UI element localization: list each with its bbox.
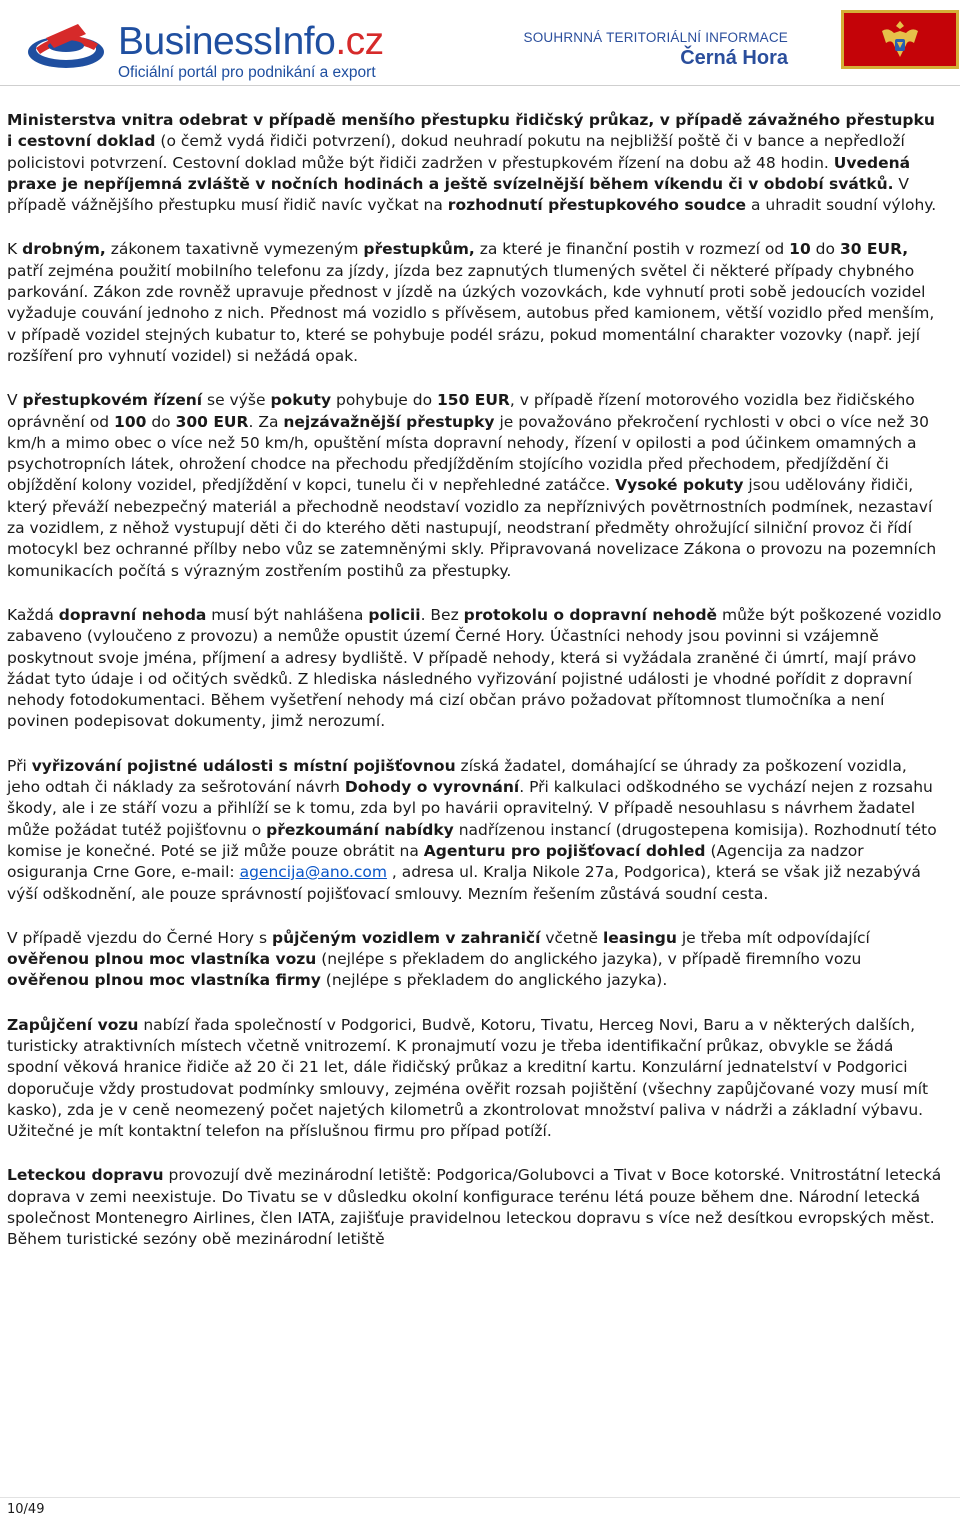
body-text: se výše (202, 391, 271, 410)
email-link[interactable]: agencija@ano.com (239, 863, 387, 882)
body-text: za které je finanční postih v rozmezí od (474, 240, 790, 259)
logo-subtitle: Oficiální portál pro podnikání a export (118, 64, 376, 81)
bold-text: 100 (114, 412, 147, 431)
page-header (0, 0, 960, 90)
bold-text: Dohody o vyrovnání (344, 778, 520, 797)
body-text: Při (7, 756, 32, 775)
body-text: (Agencija za nadzor osiguranja Crne Gore, e-mail: (7, 841, 864, 882)
paragraph-insurance-claims (7, 756, 942, 905)
body-text: může být poškozené vozidlo zabaveno (vyloučeno z provozu) a nemůže opustit území Černé Hory. Účastníci nehody jsou povinni si vzájemně poskytnout svoje jména, příjmení a adresy bydliště. V případě nehody, která si vyžádala zraněné či úmrtí, mají právo žádat tyto údaje i od očitých svědků. Z hlediska následného vyřizování pojistné události je vhodné pořídit z dopravní nehody fotodokumentaci. Během vyšetření nehody má cizí občan právo požadovat přítomnost tlumočníka a není povinen podepisovat dokumenty, jimž nerozumí. (7, 605, 942, 731)
bold-text: ověřenou plnou moc vlastníka vozu (7, 950, 317, 969)
body-text: (o čemž vydá řidiči potvrzení), dokud neuhradí pokutu na nejbližší poště či v bance a nepředloží policistovi potvrzení. Cestovní doklad může být řidiči zadržen v přestupkovém řízení na dobu až 48 hodin. (7, 132, 905, 172)
bold-text: rozhodnutí přestupkového soudce (447, 196, 747, 215)
bold-text: 300 EUR (175, 412, 249, 431)
body-text: . Za (248, 412, 284, 431)
header-title-block (524, 30, 788, 70)
body-text: . Bez (420, 605, 464, 624)
body-text: nadřízenou instancí (drugostepena komisija). Rozhodnutí této komise je konečné. Poté se již může pouze obrátit na (7, 820, 937, 860)
bold-text: policii (368, 605, 421, 624)
body-text: získá žadatel, domáhající se úhrady za poškození vozidla, jeho odtah či náklady za sešrotování návrh (7, 756, 907, 797)
body-text: patří zejména použití mobilního telefonu za jízdy, jízda bez zapnutých tlumených světel či některé případy chybného parkování. Zákon zde rovněž upravuje přednost v jízdě na úzkých vozovkách, kde vyhnutí proti sobě jedoucích vozidel vyžaduje couvání jednoho z nich. Přednost má vozidlo s přívěsem, autobus před kamionem, větší vozidlo před menším, v případě vozidel stejných kubatur to, které se pohybuje podél srázu, pokud momentální charakter vozovky (např. její rozšíření pro vyhnutí vozidel) si nežádá opak. (7, 261, 935, 365)
bold-text: leasingu (602, 928, 677, 947)
bold-text: drobným, (22, 240, 106, 259)
logo-mark-icon (26, 18, 114, 76)
bold-text: přezkoumání nabídky (266, 820, 454, 839)
body-text: V (7, 391, 23, 410)
body-text: , v případě řízení motorového vozidla bez řidičského oprávnění od (7, 391, 915, 431)
bold-text: Leteckou dopravu (7, 1166, 164, 1185)
bold-text: Uvedená praxe je nepříjemná zvláště v nočních hodinách a ještě svízelnější během víkendu či v období svátků. (7, 153, 911, 193)
bold-text: přestupkům, (363, 240, 475, 259)
body-text: do (810, 240, 840, 259)
bold-text: přestupkovém řízení (22, 391, 203, 410)
header-divider (0, 85, 960, 86)
bold-text: ověřenou plnou moc vlastníka firmy (7, 971, 321, 990)
logo-name-main: BusinessInfo (118, 20, 336, 63)
body-text: (nejlépe s překladem do anglického jazyka), v případě firemního vozu (316, 950, 862, 969)
bold-text: vyřizování pojistné události s místní pojišťovnou (31, 756, 456, 775)
body-text: musí být nahlášena (206, 605, 369, 624)
bold-text: pokuty (270, 391, 332, 410)
footer-divider (0, 1497, 960, 1498)
bold-text: nejzávažnější přestupky (283, 412, 495, 431)
bold-text: Zapůjčení vozu (7, 1015, 139, 1034)
body-text: Každá (7, 605, 59, 624)
body-text: zákonem taxativně vymezeným (105, 240, 364, 259)
bold-text: dopravní nehoda (58, 605, 207, 624)
body-text: je třeba mít odpovídající (676, 928, 870, 947)
body-text: nabízí řada společností v Podgorici, Budvě, Kotoru, Tivatu, Herceg Novi, Baru a v některých dalších, turisticky atraktivních místech včetně vnitrozemí. K pronajmutí vozu je třeba identifikační průkaz, obvykle se žádá spodní věková hranice řidiče až 20 či 21 let, dále řidičský průkaz a kreditní kartu. Konzulární jednatelství v Podgorici doporučuje vždy prostudovat podmínky smlouvy, zejména ověřit rozsah pojištění (všechny zapůjčované vozy musí mít kasko), zda je v ceně neomezený počet najetých kilometrů a zkontrolovat množství paliva v nádrži a základní výbavu. Užitečné je mít kontaktní telefon na příslušnou firmu pro případ potíží. (7, 1015, 929, 1141)
bold-text: protokolu o dopravní nehodě (463, 605, 718, 624)
body-text: pohybuje do (331, 391, 437, 410)
bold-text: Ministerstva vnitra odebrat v případě menšího přestupku řidičský průkaz, v případě závažného přestupku i cestovní doklad (7, 111, 935, 151)
body-text: do (146, 412, 176, 431)
body-text: . Při kalkulaci odškodného se vychází nejen z rozsahu škody, ale i ze stáří vozu a přihlíží se k tomu, zda byl po havárii opravitelný. V případě nesouhlasu s návrhem žadatel může požádat tutéž pojišťovnu o (7, 778, 933, 839)
body-text: V případě vjezdu do Černé Hory s (7, 928, 273, 947)
body-text: je považováno překročení rychlosti v obci o více než 30 km/h a mimo obec o více než 50 km/h, opuštění místa dopravní nehody, řízení v opilosti a pod účinkem omamných a psychotropních látek, ohrožení chodce na přechodu předjížděním stojícího vozidla před přechodem, předjíždění či objíždění kolony vozidel, předjíždění v kopci, tunelu či v nepřehledné zatáčce. (7, 412, 930, 495)
body-text: K (7, 240, 23, 259)
bold-text: půjčeným vozidlem v zahraničí (272, 928, 541, 947)
bold-text: Agenturu pro pojišťovací dohled (423, 841, 706, 860)
header-country-name: Černá Hora (680, 47, 788, 69)
bold-text: Vysoké pokuty (615, 476, 744, 495)
body-text: V případě vážnějšího přestupku musí řidič navíc vyčkat na (7, 174, 910, 215)
body-text: provozují dvě mezinárodní letiště: Podgorica/Golubovci a Tivat v Boce kotorské. Vnitrostátní letecká doprava v zemi neexistuje. Do Tivatu se v důsledku okolní konfigurace terénu létá pouze během dne. Národní letecká společnost Montenegro Airlines, člen IATA, zajišťuje pravidelnou leteckou dopravu s více než desítkou evropských měst. Během turistické sezóny obě mezinárodní letiště (7, 1166, 942, 1249)
bold-text: 150 EUR (437, 391, 510, 410)
businessinfo-logo[interactable] (26, 18, 386, 80)
paragraph-borrowed-vehicle (7, 928, 942, 992)
body-text: jsou udělovány řidiči, který převáží nebezpečný materiál a přechodně neodstaví vozidlo za nepříznivých povětrnostních podmínek, nezastaví za vozidlem, z něhož vystupují děti či do kterého děti nastupují, neodstraní předměty ohrožující silniční provoz či řídí motocykl bez ochranné přílby nebo vůz se zatemněnými skly. Připravovaná novelizace Zákona o provozu na pozemních komunikacích počítá s výrazným zostřením postihů za přestupky. (7, 476, 937, 580)
body-text: , adresa ul. Kralja Nikole 27a, Podgorica), která se však již nezabývá výší odškodnění, ale pouze správností pojišťovací smlouvy. Mezním řešením zůstává soudní cesta. (7, 863, 921, 903)
bold-text: 30 EUR, (839, 240, 909, 259)
body-text: (nejlépe s překladem do anglického jazyka). (320, 971, 668, 990)
paragraph-minor-offences (7, 239, 942, 367)
paragraph-accidents (7, 605, 942, 733)
body-text: a uhradit soudní výlohy. (746, 196, 937, 215)
bold-text: 10 (789, 240, 811, 259)
paragraph-air-transport (7, 1165, 942, 1250)
header-document-type: SOUHRNNÁ TERITORIÁLNÍ INFORMACE (523, 30, 788, 45)
logo-name-tld: .cz (335, 20, 384, 63)
paragraph-traffic-offences (7, 110, 942, 216)
page-number: 10/49 (7, 1502, 45, 1517)
paragraph-fines (7, 390, 942, 582)
body-text: včetně (540, 928, 603, 947)
document-body (7, 110, 942, 1274)
coat-of-arms-icon (878, 17, 922, 63)
montenegro-flag-icon (841, 10, 959, 69)
paragraph-car-rental (7, 1015, 942, 1143)
